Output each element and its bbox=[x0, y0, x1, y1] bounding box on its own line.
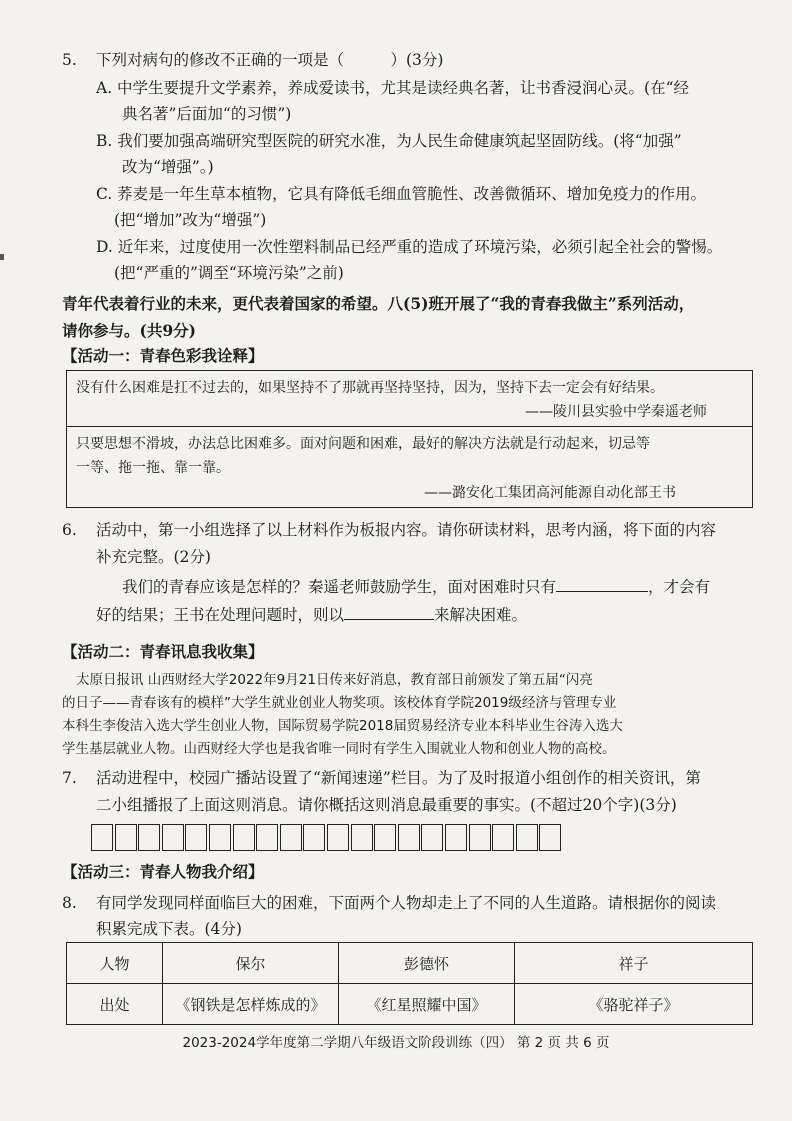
answer-cell[interactable] bbox=[492, 824, 514, 851]
source-peng-dehuai: 《红星照耀中国》 bbox=[339, 984, 515, 1025]
news-line-3: 本科生李俊洁入选大学生创业人物，国际贸易学院2018届贸易经济专业本科毕业生谷涛入选大 bbox=[62, 718, 623, 734]
q7-number: 7. bbox=[62, 769, 77, 787]
activity3-heading: 【活动三：青春人物我介绍】 bbox=[62, 862, 264, 881]
person-xiangzi: 祥子 bbox=[515, 943, 753, 984]
answer-cell[interactable] bbox=[445, 824, 467, 851]
q6-fill-line1 bbox=[122, 575, 710, 598]
q8-number: 8. bbox=[62, 894, 77, 912]
answer-cell[interactable] bbox=[91, 824, 113, 851]
scan-mark bbox=[0, 254, 4, 260]
news-line-4: 学生基层就业人物。山西财经大学也是我省唯一同时有学生入围就业人物和创业人物的高校。 bbox=[62, 741, 616, 757]
q5-option-b-line1: B. 我们要加强高端研究型医院的研究水准，为人民生命健康筑起坚固防线。(将“加强” bbox=[96, 132, 682, 150]
q5-option-a-line1: A. 中学生要提升文学素养，养成爱读书，尤其是读经典名著，让书香浸润心灵。(在“经 bbox=[96, 79, 690, 97]
intro-line1: 青年代表着行业的未来，更代表着国家的希望。八(5)班开展了“我的青春我做主”系列活动， bbox=[62, 294, 695, 313]
q6-fill-line2 bbox=[96, 603, 527, 626]
source-paul: 《钢铁是怎样炼成的》 bbox=[163, 984, 339, 1025]
q6-number: 6. bbox=[62, 521, 77, 539]
q5-option-c-line1: C. 荞麦是一年生草本植物，它具有降低毛细血管脆性、改善微循环、增加免疫力的作用。 bbox=[96, 185, 707, 203]
answer-cell[interactable] bbox=[209, 824, 231, 851]
table-row bbox=[67, 984, 753, 1025]
q5-stem: 下列对病句的修改不正确的一项是（ ）(3分) bbox=[96, 51, 444, 69]
q6-answer-blank-1[interactable] bbox=[556, 575, 648, 592]
news-line-2: 的日子——青春该有的模样”大学生就业创业人物奖项。该校体育学院2019级经济与管理专业 bbox=[62, 695, 617, 711]
quote1-source: ——陵川县实验中学秦遥老师 bbox=[525, 404, 707, 420]
q5-option-d-line2: (把“严重的”调至“环境污染”之前) bbox=[114, 264, 344, 282]
q5-option-d-line1: D. 近年来，过度使用一次性塑料制品已经严重的造成了环境污染，必须引起全社会的警惕。 bbox=[96, 238, 723, 256]
q6-answer-blank-2[interactable] bbox=[344, 603, 434, 620]
q8-table bbox=[66, 942, 753, 1025]
table-row bbox=[67, 943, 753, 984]
answer-cell[interactable] bbox=[185, 824, 207, 851]
answer-cell[interactable] bbox=[398, 824, 420, 851]
answer-cell[interactable] bbox=[138, 824, 160, 851]
row-header-person: 人物 bbox=[67, 943, 163, 984]
source-xiangzi: 《骆驼祥子》 bbox=[515, 984, 753, 1025]
q5-option-c-line2: (把“增加”改为“增强”) bbox=[114, 211, 267, 229]
q7-answer-grid[interactable] bbox=[91, 824, 563, 851]
q5-option-a-line2: 典名著”后面加“的习惯”) bbox=[122, 105, 292, 123]
q5-option-b-line2: 改为“增强”。) bbox=[122, 158, 214, 176]
intro-line2: 请你参与。(共9分) bbox=[62, 321, 196, 340]
answer-cell[interactable] bbox=[351, 824, 373, 851]
answer-cell[interactable] bbox=[280, 824, 302, 851]
q6-fill1-after: ，才会有 bbox=[648, 578, 711, 596]
quote1-text: 没有什么困难是扛不过去的，如果坚持不了那就再坚持坚持，因为，坚持下去一定会有好结果。 bbox=[76, 380, 664, 396]
answer-cell[interactable] bbox=[374, 824, 396, 851]
answer-cell[interactable] bbox=[115, 824, 137, 851]
answer-cell[interactable] bbox=[421, 824, 443, 851]
row-header-source: 出处 bbox=[67, 984, 163, 1025]
q8-line2: 积累完成下表。(4分) bbox=[96, 920, 242, 938]
q6-fill1-before: 我们的青春应该是怎样的？秦遥老师鼓励学生，面对困难时只有 bbox=[122, 578, 557, 596]
quote2-line1: 只要思想不滑坡，办法总比困难多。面对问题和困难，最好的解决方法就是行动起来，切忌等 bbox=[76, 436, 650, 452]
activity1-heading: 【活动一：青春色彩我诠释】 bbox=[62, 346, 264, 365]
answer-cell[interactable] bbox=[539, 824, 561, 851]
q8-line1: 有同学发现同样面临巨大的困难，下面两个人物却走上了不同的人生道路。请根据你的阅读 bbox=[96, 894, 717, 912]
q6-fill2-before: 好的结果；王书在处理问题时，则以 bbox=[96, 606, 345, 624]
q7-line2: 二小组播报了上面这则消息。请你概括这则消息最重要的事实。(不超过20个字)(3分) bbox=[96, 796, 677, 814]
quote2-source: ——潞安化工集团高河能源自动化部王书 bbox=[424, 485, 676, 501]
activity2-heading: 【活动二：青春讯息我收集】 bbox=[62, 642, 264, 661]
person-paul: 保尔 bbox=[163, 943, 339, 984]
q6-line1: 活动中，第一小组选择了以上材料作为板报内容。请你研读材料，思考内涵，将下面的内容 bbox=[96, 521, 717, 539]
person-peng-dehuai: 彭德怀 bbox=[339, 943, 515, 984]
answer-cell[interactable] bbox=[327, 824, 349, 851]
answer-cell[interactable] bbox=[303, 824, 325, 851]
quote-divider bbox=[67, 426, 752, 427]
page-footer: 2023-2024学年度第二学期八年级语文阶段训练（四） 第 2 页 共 6 页 bbox=[182, 1035, 610, 1051]
q5-number: 5. bbox=[62, 51, 77, 69]
answer-cell[interactable] bbox=[233, 824, 255, 851]
q7-line1: 活动进程中，校园广播站设置了“新闻速递”栏目。为了及时报道小组创作的相关资讯，第 bbox=[96, 769, 701, 787]
answer-cell[interactable] bbox=[162, 824, 184, 851]
quote2-line2: 一等、拖一拖、靠一靠。 bbox=[76, 460, 230, 476]
q6-fill2-after: 来解决困难。 bbox=[434, 606, 528, 624]
answer-cell[interactable] bbox=[516, 824, 538, 851]
q6-line2: 补充完整。(2分) bbox=[96, 548, 211, 566]
news-line-1: 太原日报讯 山西财经大学2022年9月21日传来好消息，教育部日前颁发了第五届“闪亮 bbox=[76, 672, 593, 688]
answer-cell[interactable] bbox=[256, 824, 278, 851]
answer-cell[interactable] bbox=[469, 824, 491, 851]
